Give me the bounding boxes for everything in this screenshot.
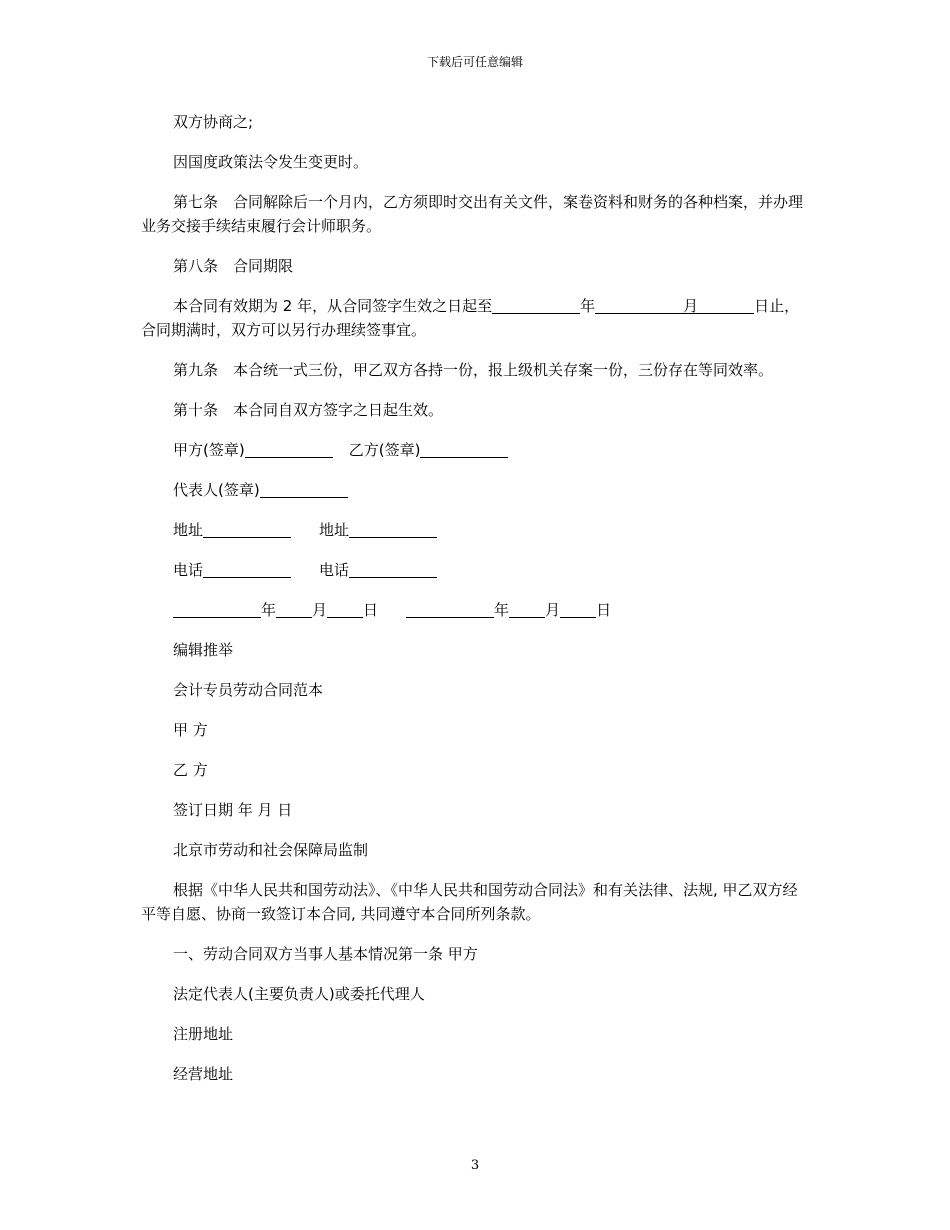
blank-line — [420, 441, 508, 458]
signature-parties — [141, 438, 803, 462]
operating-address: 经营地址 — [173, 1065, 234, 1083]
clause-9: 第九条 本合统一式三份，甲乙双方各持一份，报上级机关存案一份，三份存在等同效率。 — [173, 361, 774, 379]
day-label: 日 — [363, 601, 379, 619]
clause-10: 第十条 本合同自双方签字之日起生效。 — [173, 401, 444, 419]
blank-line — [327, 601, 363, 618]
month-label: 月 — [545, 601, 561, 619]
contract-intro: 根据《中华人民共和国劳动法》、《中华人民共和国劳动合同法》和有关法律、法规, 甲乙双方经平等自愿、协商一致签订本合同, 共同遵守本合同所列条款。 — [141, 881, 798, 923]
signature-dates — [141, 598, 803, 622]
day-label: 日 — [596, 601, 612, 619]
signature-address — [141, 518, 803, 542]
year-label: 年 — [494, 601, 510, 619]
signature-phone — [141, 558, 803, 582]
supervisor-note: 北京市劳动和社会保障局监制 — [173, 841, 369, 859]
clause-1-heading: 一、劳动合同双方当事人基本情况第一条 甲方 — [173, 945, 478, 963]
blank-line — [509, 601, 545, 618]
blank-line — [173, 601, 261, 618]
blank-line — [276, 601, 312, 618]
signature-representative — [141, 478, 803, 502]
edit-note: 编辑推举 — [173, 641, 234, 659]
blank-line — [203, 521, 291, 538]
term-text-end: 日止，合同期满时，双方可以另行办理续签事宜。 — [141, 297, 800, 339]
blank-line — [349, 521, 437, 538]
blank-line — [560, 601, 596, 618]
paragraph: 因国度政策法令发生变更时。 — [173, 153, 369, 171]
page-number: 3 — [470, 1158, 480, 1173]
phone-label: 电话 — [319, 561, 350, 579]
document-body — [141, 110, 803, 1102]
address-label: 地址 — [173, 521, 204, 539]
blank-line — [245, 441, 333, 458]
clause-8-heading: 第八条 合同期限 — [173, 257, 294, 275]
clause-8-term — [141, 294, 803, 342]
party-b-label: 乙方(签章) — [348, 441, 421, 459]
clause-7: 第七条 合同解除后一个月内，乙方须即时交出有关文件，案卷资料和财务的各种档案，并办理业务交接手续结束履行会计师职务。 — [141, 193, 804, 235]
month-label: 月 — [312, 601, 328, 619]
blank-line — [260, 481, 348, 498]
blank-line — [666, 297, 754, 314]
representative-label: 代表人(签章) — [173, 481, 260, 499]
address-label: 地址 — [319, 521, 350, 539]
term-month: 月 — [683, 297, 699, 315]
party-b-heading: 乙 方 — [173, 761, 208, 779]
blank-line — [349, 561, 437, 578]
blank-line — [492, 297, 580, 314]
paragraph: 双方协商之; — [173, 113, 254, 131]
blank-line — [203, 561, 291, 578]
term-text-start: 本合同有效期为 2 年，从合同签字生效之日起至 — [173, 297, 493, 315]
legal-representative: 法定代表人(主要负责人)或委托代理人 — [173, 985, 425, 1003]
sign-date: 签订日期 年 月 日 — [173, 801, 293, 819]
page-header: 下载后可任意编辑 — [426, 55, 523, 69]
phone-label: 电话 — [173, 561, 204, 579]
registered-address: 注册地址 — [173, 1025, 234, 1043]
party-a-label: 甲方(签章) — [173, 441, 245, 459]
blank-line — [406, 601, 494, 618]
party-a-heading: 甲 方 — [173, 721, 208, 739]
year-label: 年 — [261, 601, 277, 619]
contract-title: 会计专员劳动合同范本 — [173, 681, 324, 699]
term-year: 年 — [580, 297, 596, 315]
